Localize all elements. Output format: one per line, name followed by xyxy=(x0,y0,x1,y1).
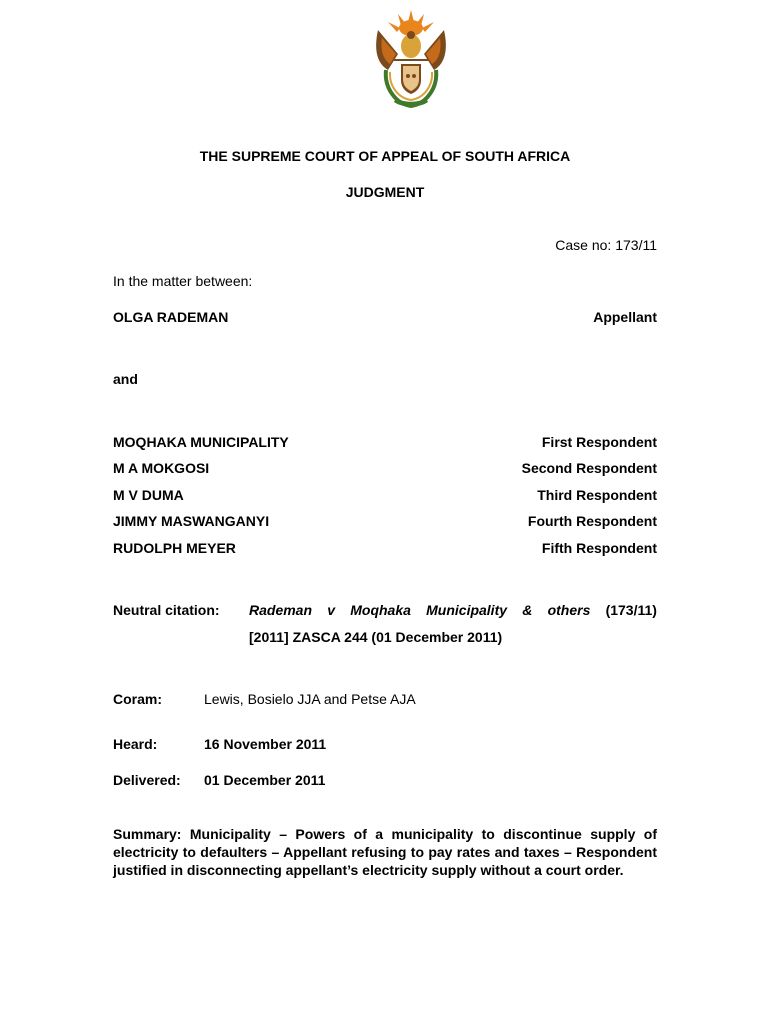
citation-word: others xyxy=(547,602,591,618)
citation-word: & xyxy=(522,602,533,618)
court-title: THE SUPREME COURT OF APPEAL OF SOUTH AFRICA xyxy=(199,148,571,164)
appellant-role: Appellant xyxy=(593,309,657,325)
and-word: and xyxy=(113,371,138,387)
delivered-label: Delivered: xyxy=(113,772,181,788)
respondent-role: Second Respondent xyxy=(521,460,657,476)
citation-word: Moqhaka xyxy=(350,602,411,618)
citation-label: Neutral citation: xyxy=(113,602,220,618)
heard-date: 16 November 2011 xyxy=(204,736,327,752)
citation-word: Municipality xyxy=(426,602,508,618)
respondent-name: RUDOLPH MEYER xyxy=(113,540,236,556)
case-number: Case no: 173/11 xyxy=(555,237,657,253)
respondent-row xyxy=(113,460,657,478)
citation-case-number: (173/11) xyxy=(605,602,657,618)
respondent-role: First Respondent xyxy=(541,434,657,450)
coat-of-arms-icon xyxy=(370,8,452,110)
delivered-date: 01 December 2011 xyxy=(204,772,326,788)
coram-label: Coram: xyxy=(113,691,163,707)
respondent-name: M V DUMA xyxy=(113,487,184,503)
citation-reference: [2011] ZASCA 244 (01 December 2011) xyxy=(249,629,503,645)
coram-value: Lewis, Bosielo JJA and Petse AJA xyxy=(204,691,416,707)
respondent-role: Fourth Respondent xyxy=(527,513,657,529)
respondent-row xyxy=(113,487,657,505)
appellant-row xyxy=(113,309,657,327)
appellant-name: OLGA RADEMAN xyxy=(113,309,229,325)
respondent-row xyxy=(113,513,657,531)
matter-intro: In the matter between: xyxy=(113,273,253,289)
citation-word: Rademan xyxy=(249,602,313,618)
respondent-row xyxy=(113,434,657,452)
respondent-row xyxy=(113,540,657,558)
respondent-name: MOQHAKA MUNICIPALITY xyxy=(113,434,289,450)
respondent-name: JIMMY MASWANGANYI xyxy=(113,513,270,529)
respondent-role: Fifth Respondent xyxy=(541,540,657,556)
respondent-role: Third Respondent xyxy=(537,487,657,503)
summary-paragraph: Summary: Municipality – Powers of a municipality to discontinue supply of electricity to defaulters – Appellant refusing to pay rates and taxes – Respondent justified in disconnecting appellant’s electricity supply without a court order. xyxy=(113,826,657,878)
heard-label: Heard: xyxy=(113,736,158,752)
citation-case-name xyxy=(249,602,657,618)
citation-word: v xyxy=(327,602,336,618)
document-type: JUDGMENT xyxy=(345,184,425,200)
respondent-name: M A MOKGOSI xyxy=(113,460,210,476)
